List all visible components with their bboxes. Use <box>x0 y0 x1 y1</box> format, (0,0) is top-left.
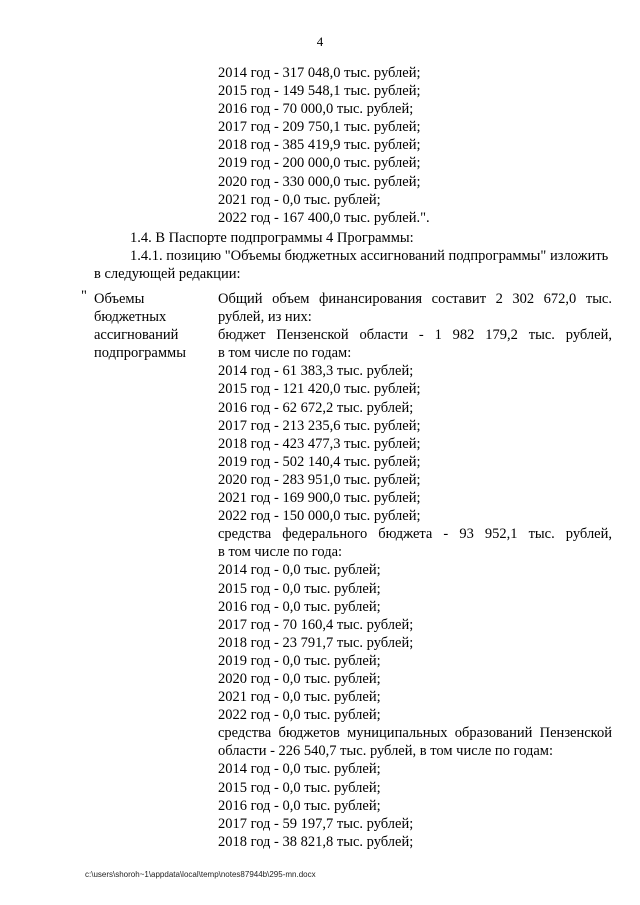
federal-year-item: 2016 год - 0,0 тыс. рублей; <box>218 598 381 615</box>
federal-year-item: 2017 год - 70 160,4 тыс. рублей; <box>218 616 414 633</box>
municipal-budget-line: области - 226 540,7 тыс. рублей, в том числе по годам: <box>218 743 554 760</box>
label-line: бюджетных <box>94 309 167 326</box>
footer-file-path: c:\users\shoroh~1\appdata\local\temp\notes87944b\295-mn.docx <box>85 870 316 879</box>
label-line: Объемы <box>94 291 145 307</box>
regional-year-item: 2018 год - 423 477,3 тыс. рублей; <box>218 435 421 452</box>
federal-year-item: 2015 год - 0,0 тыс. рублей; <box>218 580 381 597</box>
municipal-year-item: 2018 год - 38 821,8 тыс. рублей; <box>218 833 414 850</box>
regional-year-item: 2021 год - 169 900,0 тыс. рублей; <box>218 490 421 507</box>
municipal-year-item: 2017 год - 59 197,7 тыс. рублей; <box>218 815 414 832</box>
federal-budget-line: в том числе по года: <box>218 544 343 561</box>
federal-year-item: 2022 год - 0,0 тыс. рублей; <box>218 707 381 724</box>
list-item: 2022 год - 167 400,0 тыс. рублей.". <box>218 209 430 226</box>
list-item: 2018 год - 385 419,9 тыс. рублей; <box>218 137 421 154</box>
opening-quote: " <box>81 288 87 304</box>
list-item: 2020 год - 330 000,0 тыс. рублей; <box>218 173 421 190</box>
regional-year-item: 2017 год - 213 235,6 тыс. рублей; <box>218 417 421 434</box>
federal-budget-line: средства федерального бюджета - 93 952,1 тыс. рублей, <box>218 526 612 543</box>
regional-year-item: 2019 год - 502 140,4 тыс. рублей; <box>218 453 421 470</box>
municipal-budget-line: средства бюджетов муниципальных образований Пензенской <box>218 725 612 742</box>
list-item: 2014 год - 317 048,0 тыс. рублей; <box>218 65 421 81</box>
list-item: 2016 год - 70 000,0 тыс. рублей; <box>218 101 414 118</box>
federal-year-item: 2020 год - 0,0 тыс. рублей; <box>218 670 381 687</box>
regional-year-item: 2016 год - 62 672,2 тыс. рублей; <box>218 399 414 416</box>
regional-year-item: 2020 год - 283 951,0 тыс. рублей; <box>218 471 421 488</box>
position-label <box>94 290 204 362</box>
section-1-4-1-line2: в следующей редакции: <box>94 266 241 283</box>
list-item: 2017 год - 209 750,1 тыс. рублей; <box>218 119 421 136</box>
federal-year-item: 2018 год - 23 791,7 тыс. рублей; <box>218 634 414 651</box>
federal-year-item: 2014 год - 0,0 тыс. рублей; <box>218 562 381 579</box>
total-line: Общий объем финансирования составит 2 302 672,0 тыс. <box>218 291 612 307</box>
municipal-year-item: 2015 год - 0,0 тыс. рублей; <box>218 779 381 796</box>
municipal-year-item: 2014 год - 0,0 тыс. рублей; <box>218 761 381 778</box>
label-line: ассигнований <box>94 327 179 344</box>
municipal-year-item: 2016 год - 0,0 тыс. рублей; <box>218 797 381 814</box>
total-line: рублей, из них: <box>218 309 312 326</box>
top-year-list <box>218 64 430 227</box>
section-1-4-1-line1: 1.4.1. позицию "Объемы бюджетных ассигнований подпрограммы" изложить <box>130 248 609 265</box>
funding-description <box>218 290 612 851</box>
page-number: 4 <box>316 34 324 49</box>
section-1-4-heading: 1.4. В Паспорте подпрограммы 4 Программы: <box>130 230 414 246</box>
section-1-4 <box>94 229 614 283</box>
regional-budget-line: в том числе по годам: <box>218 345 352 362</box>
label-line: подпрограммы <box>94 345 186 362</box>
regional-budget-line: бюджет Пензенской области - 1 982 179,2 тыс. рублей, <box>218 327 612 344</box>
regional-year-item: 2015 год - 121 420,0 тыс. рублей; <box>218 381 421 398</box>
federal-year-item: 2019 год - 0,0 тыс. рублей; <box>218 652 381 669</box>
list-item: 2015 год - 149 548,1 тыс. рублей; <box>218 83 421 100</box>
list-item: 2019 год - 200 000,0 тыс. рублей; <box>218 155 421 172</box>
federal-year-item: 2021 год - 0,0 тыс. рублей; <box>218 689 381 706</box>
list-item: 2021 год - 0,0 тыс. рублей; <box>218 191 381 208</box>
regional-year-item: 2022 год - 150 000,0 тыс. рублей; <box>218 508 421 525</box>
regional-year-item: 2014 год - 61 383,3 тыс. рублей; <box>218 363 414 380</box>
